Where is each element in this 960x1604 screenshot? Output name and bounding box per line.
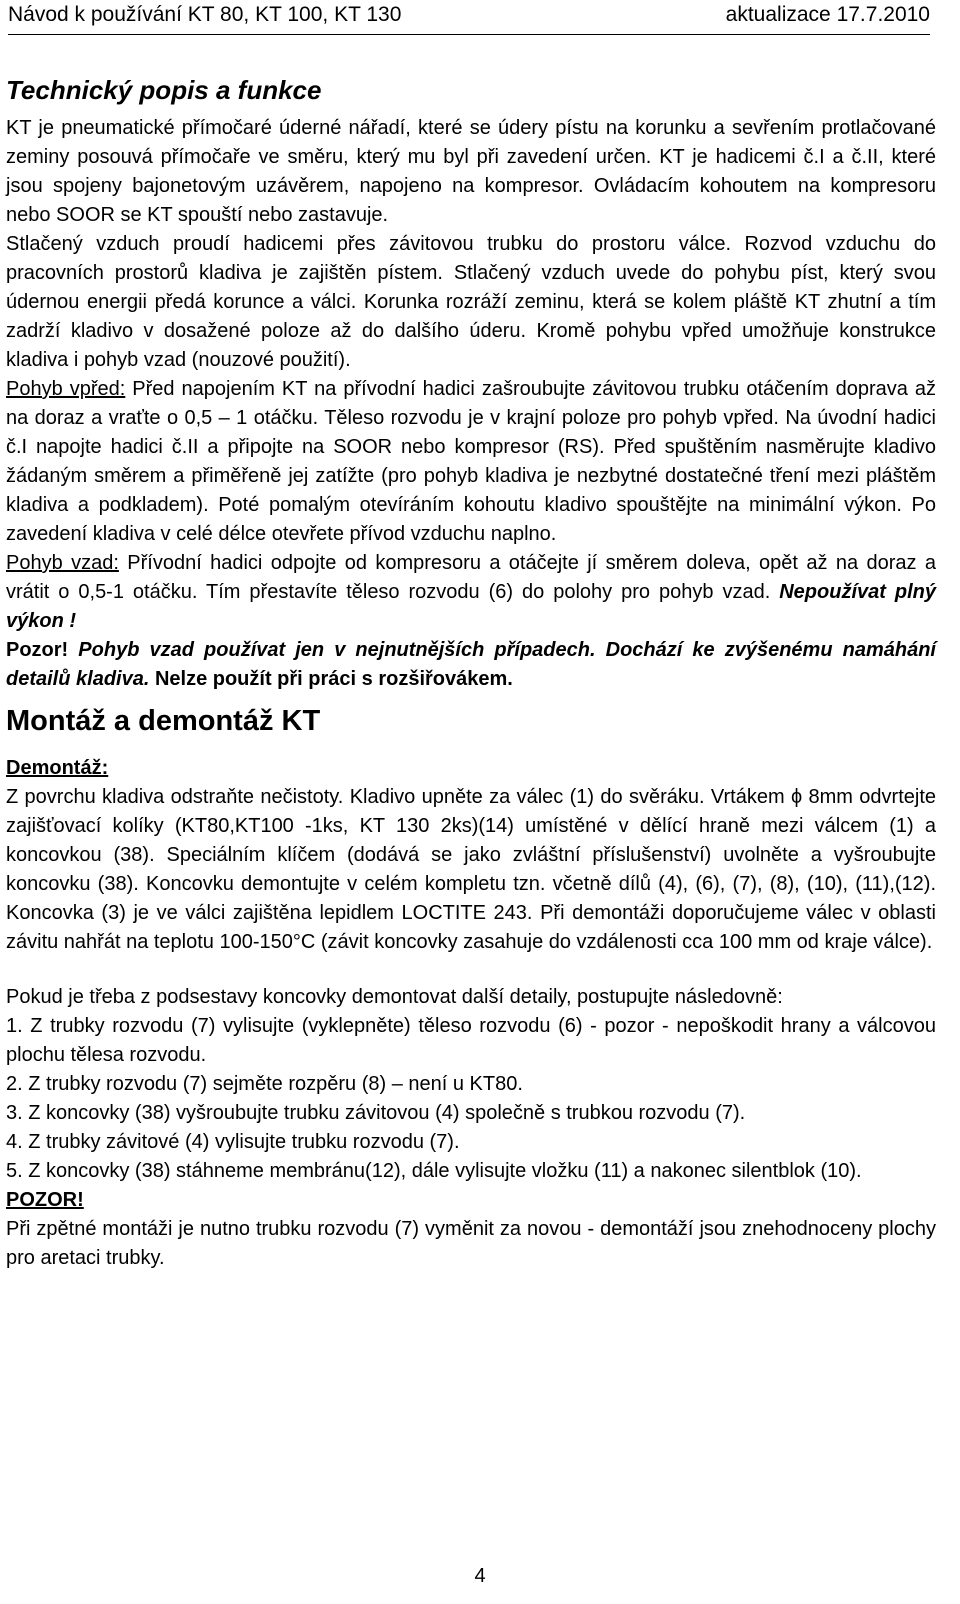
- caution-text: Při zpětné montáži je nutno trubku rozvodu (7) vyměnit za novou - demontáží jsou znehodnoceny plochy pro aretaci trubky.: [6, 1218, 936, 1269]
- step-3: 3. Z koncovky (38) vyšroubujte trubku závitovou (4) společně s trubkou rozvodu (7).: [6, 1102, 746, 1124]
- step-1: 1. Z trubky rozvodu (7) vylisujte (vyklepněte) těleso rozvodu (6) - pozor - nepoškodit hrany a válcovou plochu tělesa rozvodu.: [6, 1015, 936, 1066]
- disassembly-heading: Demontáž:: [6, 757, 109, 779]
- warning-bold: Nelze použít při práci s rozšiřovákem.: [149, 668, 513, 690]
- function-paragraph: Stlačený vzduch proudí hadicemi přes závitovou trubku do prostoru válce. Rozvod vzduchu do pracovních prostorů kladiva je zajištěn pístem. Stlačený vzduch uvede do pohybu píst, který svou údernou energii předá korunce a válci. Korunka rozráží zeminu, která se kolem pláště KT zhutní a tím zadrží kladivo v dosažené poloze až do dalšího úderu. Kromě pohybu vpřed umožňuje konstrukce kladiva i pohyb vzad (nouzové použití).: [6, 233, 936, 371]
- disassembly-paragraph: Z povrchu kladiva odstraňte nečistoty. Kladivo upněte za válec (1) do svěráku. Vrtákem ϕ 8mm odvrtejte zajišťovací kolíky (KT80,KT100 -1ks, KT 130 2ks)(14) umístěné v dělící hraně mezi válcem (1) a koncovkou (38). Speciálním klíčem (dodává se jako zvláštní příslušenství) uvolněte a vyšroubujte koncovku (38). Koncovku demontujte v celém kompletu tzn. včetně dílů (4), (6), (7), (8), (10), (11),(12). Koncovka (3) je ve válci zajištěna lepidlem LOCTITE 243. Při demontáži doporučujeme válec v oblasti závitu nahřát na teplotu 100-150°C (závit koncovky zasahuje do vzdálenosti cca 100 mm od kraje válce).: [6, 786, 936, 953]
- spacer: [6, 957, 936, 983]
- backward-paragraph: [6, 549, 936, 636]
- step-2: 2. Z trubky rozvodu (7) sejměte rozpěru (8) – není u KT80.: [6, 1073, 523, 1095]
- section-heading-assembly: Montáž a demontáž KT: [6, 705, 321, 737]
- step-5: 5. Z koncovky (38) stáhneme membránu(12), dále vylisujte vložku (11) a nakonec silentblok (10).: [6, 1160, 862, 1182]
- warning-text: Pohyb vzad používat jen v nejnutnějších případech. Dochází ke zvýšenému namáhání detailů kladiva.: [6, 639, 936, 690]
- subassembly-paragraph: Pokud je třeba z podsestavy koncovky demontovat další detaily, postupujte následovně:: [6, 986, 783, 1008]
- page-header: [8, 0, 930, 35]
- update-date: aktualizace 17.7.2010: [725, 3, 930, 26]
- caution-label: POZOR!: [6, 1189, 84, 1211]
- step-4: 4. Z trubky závitové (4) vylisujte trubku rozvodu (7).: [6, 1131, 460, 1153]
- backward-label: Pohyb vzad:: [6, 552, 119, 574]
- backward-warning: Nepoužívat plný výkon !: [6, 581, 936, 632]
- warning-paragraph: [6, 636, 936, 694]
- warning-label: Pozor!: [6, 639, 69, 661]
- forward-label: Pohyb vpřed:: [6, 378, 126, 400]
- section-heading-technical: Technický popis a funkce: [6, 75, 322, 105]
- forward-paragraph: [6, 375, 936, 549]
- forward-text: Před napojením KT na přívodní hadici zašroubujte závitovou trubku otáčením doprava až na doraz a vraťte o 0,5 – 1 otáčku. Těleso rozvodu je v krajní poloze pro pohyb vpřed. Na úvodní hadici č.I napojte hadici č.II a připojte na SOOR nebo kompresor (RS). Před spuštěním nasměrujte kladivo žádaným směrem a přiměřeně jej zatížte (pro pohyb kladiva je nezbytné dostatečné tření mezi pláštěm kladiva a podkladem). Poté pomalým otevíráním kohoutu kladivo spouštějte na minimální výkon. Po zavedení kladiva v celé délce otevřete přívod vzduchu naplno.: [6, 378, 936, 545]
- intro-paragraph: KT je pneumatické přímočaré úderné nářadí, které se údery pístu na korunku a sevřením protlačované zeminy posouvá přímočaře ve směru, který mu byl při zavedení určen. KT je hadicemi č.I a č.II, které jsou spojeny bajonetovým uzávěrem, napojeno na kompresor. Ovládacím kohoutem na kompresoru nebo SOOR se KT spouští nebo zastavuje.: [6, 117, 936, 226]
- page-number: 4: [474, 1565, 486, 1587]
- document-title: Návod k používání KT 80, KT 100, KT 130: [8, 3, 402, 26]
- backward-text: Přívodní hadici odpojte od kompresoru a otáčejte jí směrem doleva, opět až na doraz a vrátit o 0,5-1 otáčku. Tím přestavíte těleso rozvodu (6) do polohy pro pohyb vzad.: [6, 552, 936, 603]
- document-body: [6, 72, 936, 1273]
